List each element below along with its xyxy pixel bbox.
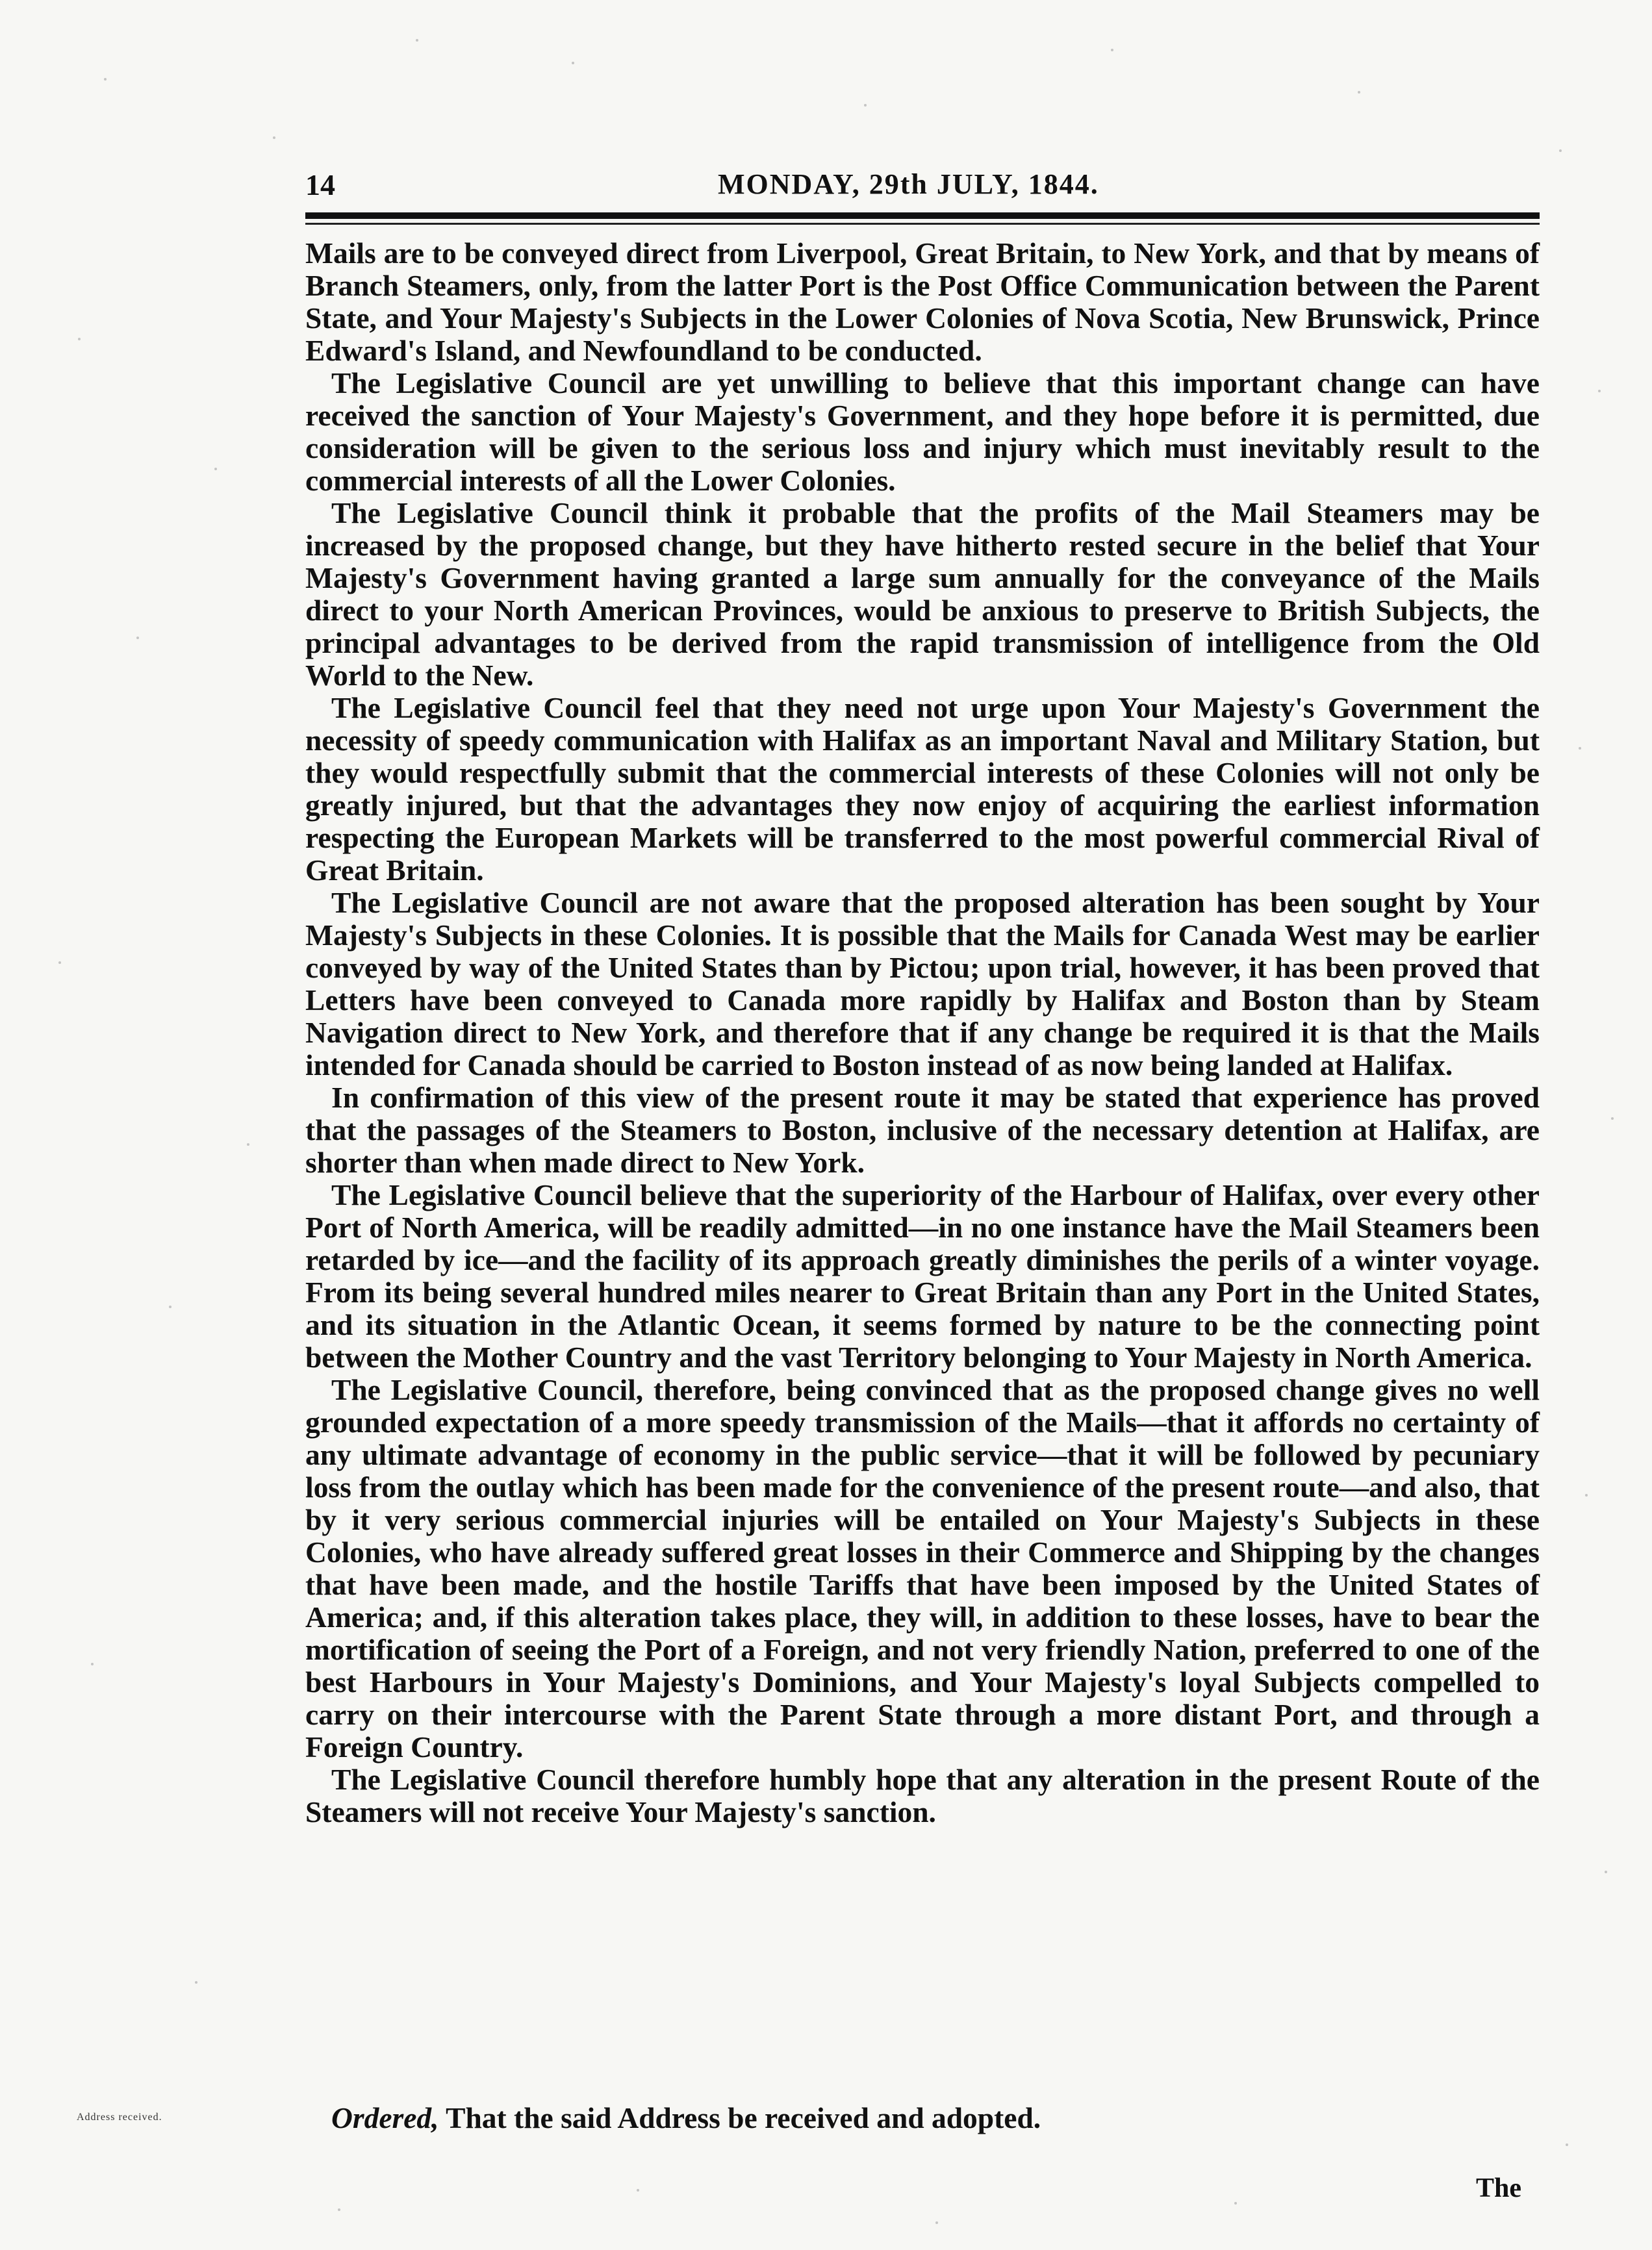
running-head: MONDAY, 29th JULY, 1844. — [718, 168, 1099, 200]
ordered-resolution — [331, 2102, 1041, 2134]
paragraph-humble-hope: The Legislative Council therefore humbly hope that any alteration in the present Route of the Steamers will not receive Your Majesty's sanction. — [305, 1763, 1540, 1828]
header-rule-thick — [305, 212, 1540, 219]
margin-note: Address received. — [77, 2112, 162, 2123]
paragraph-profits: The Legislative Council think it probable that the profits of the Mail Steamers may be increased by the proposed change, but they have hitherto rested secure in the belief that Your Majesty's Government having granted a large sum annually for the conveyance of the Mails direct to your North American Provinces, would be anxious to preserve to British Subjects, the principal advantages to be derived from the rapid transmission of intelligence from the Old World to the New. — [305, 496, 1540, 692]
paragraph-unwilling: The Legislative Council are yet unwilling to believe that this important change can have received the sanction of Your Majesty's Government, and they hope before it is permitted, due consideration will be given to the serious loss and injury which must inevitably result to the commercial interests of all the Lower Colonies. — [305, 366, 1540, 497]
paragraph-harbour-superiority: The Legislative Council believe that the superiority of the Harbour of Halifax, over every other Port of North America, will be readily admitted—in no one instance have the Mail Steamers been retarded by ice—and the facility of its approach greatly diminishes the perils of a winter voyage. From its being several hundred miles nearer to Great Britain than any Port in the United States, and its situation in the Atlantic Ocean, it seems formed by nature to be the connecting point between the Mother Country and the vast Territory belonging to Your Majesty in North America. — [305, 1178, 1540, 1374]
paragraph-continuation: Mails are to be conveyed direct from Liverpool, Great Britain, to New York, and that by means of Branch Steamers, only, from the latter Port is the Post Office Communication between the Parent State, and Your Majesty's Subjects in the Lower Colonies of Nova Scotia, New Brunswick, Prince Edward's Island, and Newfoundland to be conducted. — [305, 236, 1540, 367]
address-body — [305, 237, 1540, 1828]
paragraph-confirmation: In confirmation of this view of the present route it may be stated that experience has proved that the passages of the Steamers to Boston, inclusive of the necessary detention at Halifax, are shorter than when made direct to New York. — [305, 1081, 1540, 1179]
page-number: 14 — [305, 168, 335, 201]
catchword: The — [1476, 2173, 1522, 2203]
paragraph-therefore-convinced: The Legislative Council, therefore, being convinced that as the proposed change gives no well grounded expectation of a more speedy transmission of the Mails—that it affords no certainty of any ultimate advantage of economy in the public service—that it will be followed by pecuniary loss from the outlay which has been made for the convenience of the present route—and also, that by it very serious commercial injuries will be entailed on Your Majesty's Subjects in these Colonies, who have already suffered great losses in their Commerce and Shipping by the changes that have been made, and the hostile Tariffs that have been imposed by the United States of America; and, if this alteration takes place, they will, in addition to these losses, have to bear the mortification of seeing the Port of a Foreign, and not very friendly Nation, preferred to one of the best Harbours in Your Majesty's Dominions, and Your Majesty's loyal Subjects compelled to carry on their intercourse with the Parent State through a more distant Port, and through a Foreign Country. — [305, 1373, 1540, 1763]
paragraph-canada-west: The Legislative Council are not aware that the proposed alteration has been sought by Your Majesty's Subjects in these Colonies. It is possible that the Mails for Canada West may be earlier conveyed by way of the United States than by Pictou; upon trial, however, it has been proved that Letters have been conveyed to Canada more rapidly by Halifax and Boston than by Steam Navigation direct to New York, and therefore that if any change be required it is that the Mails intended for Canada should be carried to Boston instead of as now being landed at Halifax. — [305, 886, 1540, 1081]
ordered-text: That the said Address be received and adopted. — [446, 2101, 1041, 2134]
paragraph-halifax-station: The Legislative Council feel that they need not urge upon Your Majesty's Government the necessity of speedy communication with Halifax as an important Naval and Military Station, but they would respectfully submit that the commercial interests of these Colonies will not only be greatly injured, but that the advantages they now enjoy of acquiring the earliest information respecting the European Markets will be transferred to the most powerful commercial Rival of Great Britain. — [305, 691, 1540, 887]
header-rule-thin — [305, 223, 1540, 225]
ordered-word: Ordered, — [331, 2101, 439, 2134]
